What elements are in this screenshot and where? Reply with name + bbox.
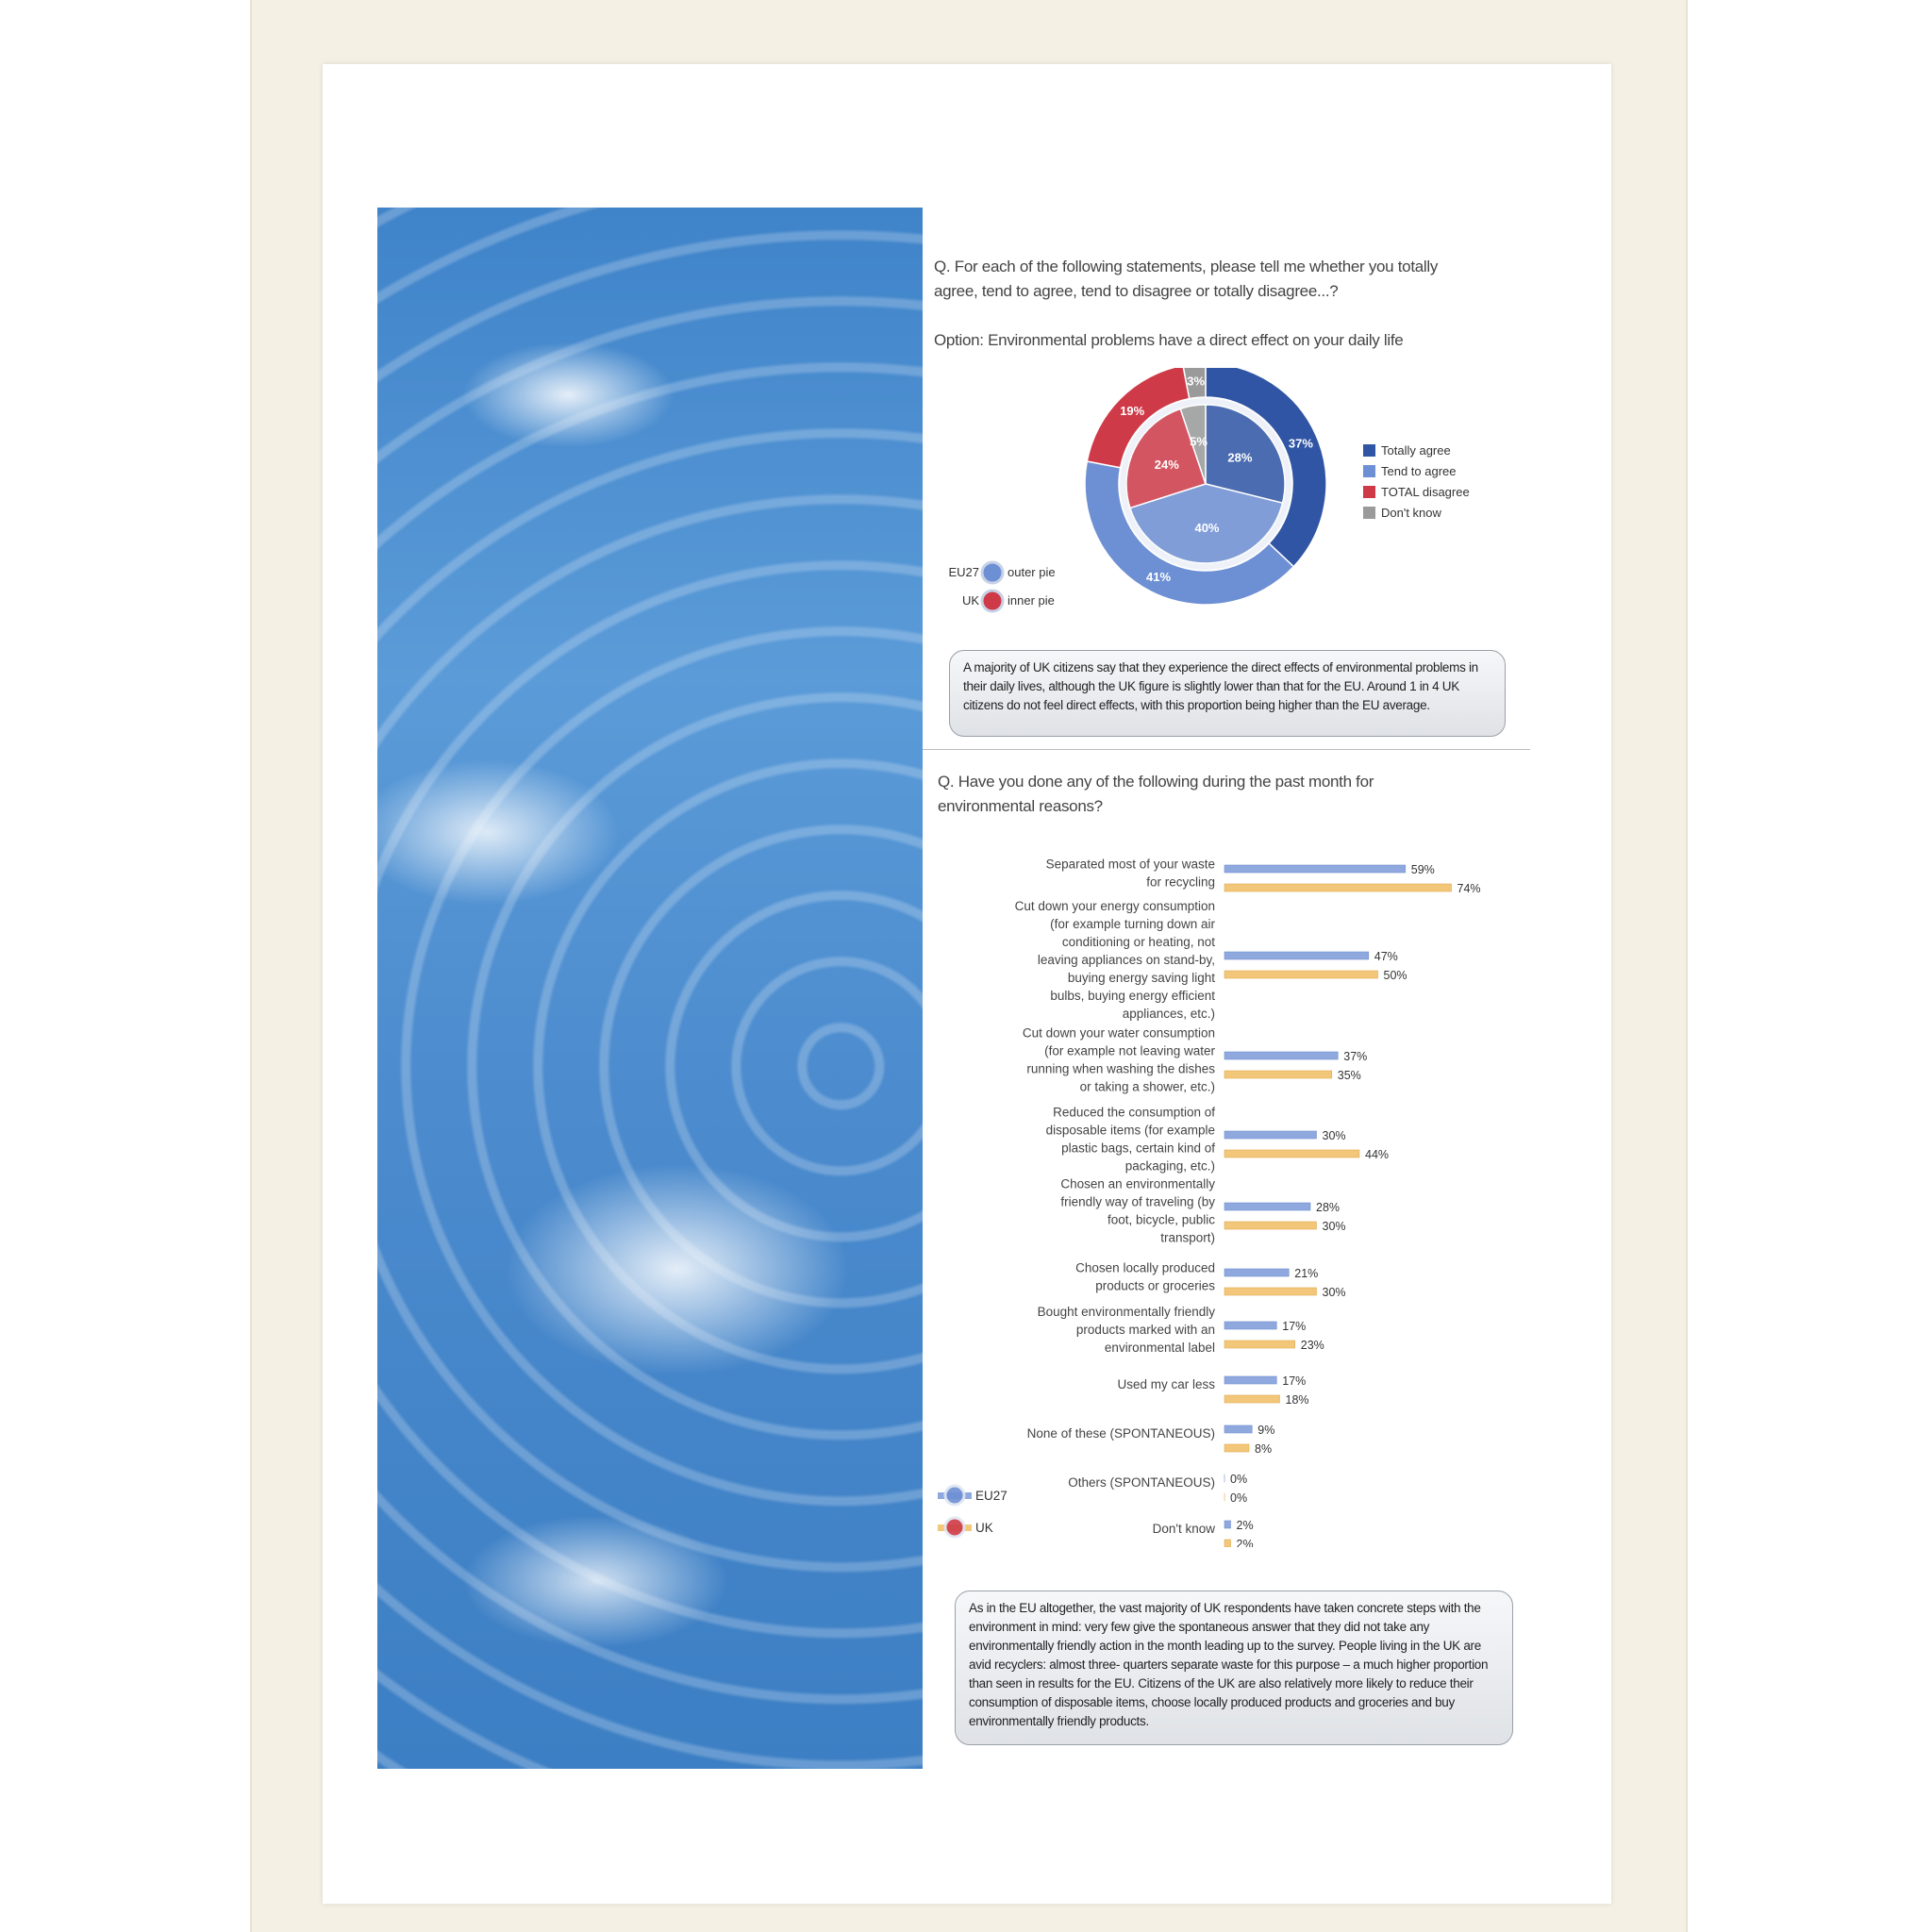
bar-value-label: 8% bbox=[1255, 1442, 1273, 1456]
bar-category-label: Reduced the consumption of disposable items (for example plastic bags, certain kind of packaging, etc.) bbox=[1045, 1105, 1215, 1174]
bar-uk bbox=[1224, 884, 1452, 891]
bar-value-label: 74% bbox=[1457, 882, 1481, 895]
bar-value-label: 28% bbox=[1316, 1201, 1341, 1214]
bar-value-label: 9% bbox=[1257, 1424, 1275, 1437]
bar-eu27 bbox=[1224, 1269, 1289, 1276]
bar-value-label: 2% bbox=[1236, 1519, 1254, 1532]
pie-legend-swatch-3 bbox=[1363, 507, 1375, 519]
bar-legend-icon-1 bbox=[945, 1518, 964, 1537]
bar-legend-icon-0 bbox=[945, 1486, 964, 1505]
bar-eu27 bbox=[1224, 1425, 1252, 1433]
bar-uk bbox=[1224, 1395, 1280, 1403]
bar-uk bbox=[1224, 971, 1378, 978]
bar-value-label: 0% bbox=[1230, 1473, 1248, 1486]
outer-slice-label-3: 3% bbox=[1187, 374, 1206, 389]
bar-category-label: Others (SPONTANEOUS) bbox=[1068, 1475, 1215, 1490]
bar-uk bbox=[1224, 1341, 1295, 1348]
outer-slice-label-2: 19% bbox=[1120, 404, 1145, 419]
inner-slice-label-3: 5% bbox=[1190, 434, 1208, 449]
bar-category-label: None of these (SPONTANEOUS) bbox=[1026, 1426, 1215, 1441]
bar-uk bbox=[1224, 1071, 1332, 1078]
bar-value-label: 50% bbox=[1383, 969, 1407, 982]
outer-slice-label-0: 37% bbox=[1288, 436, 1313, 451]
bar-value-label: 0% bbox=[1230, 1491, 1248, 1505]
pie-series-legend-text-0: outer pie bbox=[1008, 565, 1056, 579]
outer-slice-label-1: 41% bbox=[1146, 570, 1172, 585]
bar-eu27 bbox=[1224, 1052, 1338, 1059]
pie-legend-label-3: Don't know bbox=[1381, 506, 1441, 520]
inner-slice-label-1: 40% bbox=[1194, 521, 1220, 536]
bar-value-label: 17% bbox=[1282, 1374, 1307, 1388]
pie-series-legend-name-1: UK bbox=[961, 593, 979, 608]
bar-category-label: Don't know bbox=[1152, 1522, 1215, 1536]
bar-category-label: Chosen an environmentally friendly way of traveling (by foot, bicycle, public transport) bbox=[1060, 1176, 1215, 1245]
pie-series-legend-icon-1 bbox=[982, 591, 1003, 611]
section-divider bbox=[923, 749, 1530, 750]
bar-category-label: Cut down your water consumption (for example not leaving water running when washing the dishes or taking a shower, etc.) bbox=[1022, 1025, 1215, 1094]
bar-category-label: Bought environmentally friendly products marked with an environmental label bbox=[1037, 1305, 1215, 1355]
pie-series-legend-name-0: EU27 bbox=[948, 565, 979, 579]
bar-uk bbox=[1224, 1150, 1359, 1158]
question-1: Q. For each of the following statements, please tell me whether you totally agree, tend to agree, tend to disagree or totally disagree...? bbox=[934, 258, 1439, 300]
inner-slice-label-2: 24% bbox=[1154, 458, 1179, 473]
question-1-option: Option: Environmental problems have a direct effect on your daily life bbox=[934, 331, 1404, 349]
bar-chart bbox=[934, 849, 1538, 1547]
bar-uk bbox=[1224, 1444, 1249, 1452]
bar-value-label: 59% bbox=[1410, 863, 1435, 876]
pie-legend-swatch-0 bbox=[1363, 444, 1375, 457]
bar-value-label: 47% bbox=[1374, 950, 1398, 963]
bar-value-label: 30% bbox=[1322, 1286, 1346, 1299]
pie-legend-label-0: Totally agree bbox=[1381, 443, 1451, 458]
pie-series-legend-text-1: inner pie bbox=[1008, 593, 1055, 608]
pie-legend-label-1: Tend to agree bbox=[1381, 464, 1457, 478]
bar-value-label: 35% bbox=[1337, 1069, 1361, 1082]
bar-category-label: Chosen locally produced products or groceries bbox=[1075, 1260, 1215, 1293]
bar-category-label: Cut down your energy consumption (for example turning down air conditioning or heating, not leaving appliances on stand-by, buying energy saving light bulbs, buying energy efficient appliances, etc.) bbox=[1014, 899, 1215, 1021]
bar-category-label: Used my car less bbox=[1117, 1377, 1215, 1391]
bar-eu27 bbox=[1224, 1376, 1276, 1384]
pie-legend-swatch-2 bbox=[1363, 486, 1375, 498]
sky-photo bbox=[377, 208, 923, 1769]
pie-series-legend-icon-0 bbox=[982, 562, 1003, 583]
bar-value-label: 2% bbox=[1236, 1538, 1254, 1547]
bar-uk bbox=[1224, 1222, 1317, 1229]
bar-value-label: 17% bbox=[1282, 1320, 1307, 1333]
bar-value-label: 21% bbox=[1294, 1267, 1319, 1280]
pie-chart bbox=[934, 368, 1519, 641]
bar-value-label: 30% bbox=[1322, 1129, 1346, 1142]
bar-eu27 bbox=[1224, 952, 1369, 959]
pie-legend-swatch-1 bbox=[1363, 465, 1375, 477]
bar-uk bbox=[1224, 1540, 1231, 1547]
summary-box-2: As in the EU altogether, the vast majority of UK respondents have taken concrete steps with the environment in mind: very few give the spontaneous answer that they did not take any environmentally friendly action in the month leading up to the survey. People living in the UK are avid recyclers: almost three- quarters separate waste for this purpose – a much higher proportion than seen in results for the EU. Citizens of the UK are also relatively more likely to reduce their consumption of disposable items, choose locally produced products and groceries and buy environmentally friendly products. bbox=[955, 1591, 1513, 1745]
bar-eu27 bbox=[1224, 1203, 1310, 1210]
bar-eu27 bbox=[1224, 1521, 1231, 1528]
bar-uk bbox=[1224, 1288, 1317, 1295]
pie-legend-label-2: TOTAL disagree bbox=[1381, 485, 1470, 499]
bar-value-label: 44% bbox=[1365, 1148, 1390, 1161]
question-2: Q. Have you done any of the following during the past month for environmental reasons? bbox=[938, 773, 1374, 815]
bar-eu27 bbox=[1224, 1131, 1317, 1139]
bar-value-label: 18% bbox=[1285, 1393, 1309, 1407]
bar-value-label: 37% bbox=[1343, 1050, 1368, 1063]
bar-value-label: 30% bbox=[1322, 1220, 1346, 1233]
bar-category-label: Separated most of your waste for recycling bbox=[1045, 857, 1215, 890]
bar-eu27 bbox=[1224, 1322, 1276, 1329]
bar-legend-label-1: UK bbox=[975, 1521, 993, 1535]
bar-value-label: 23% bbox=[1300, 1339, 1324, 1352]
inner-slice-label-0: 28% bbox=[1227, 450, 1253, 465]
summary-box-1: A majority of UK citizens say that they experience the direct effects of environmental problems in their daily lives, although the UK figure is slightly lower than that for the EU. Around 1 in 4 UK citizens do not feel direct effects, with this proportion being higher than the EU average. bbox=[949, 650, 1506, 737]
bar-legend-label-0: EU27 bbox=[975, 1489, 1008, 1503]
bar-eu27 bbox=[1224, 865, 1406, 873]
